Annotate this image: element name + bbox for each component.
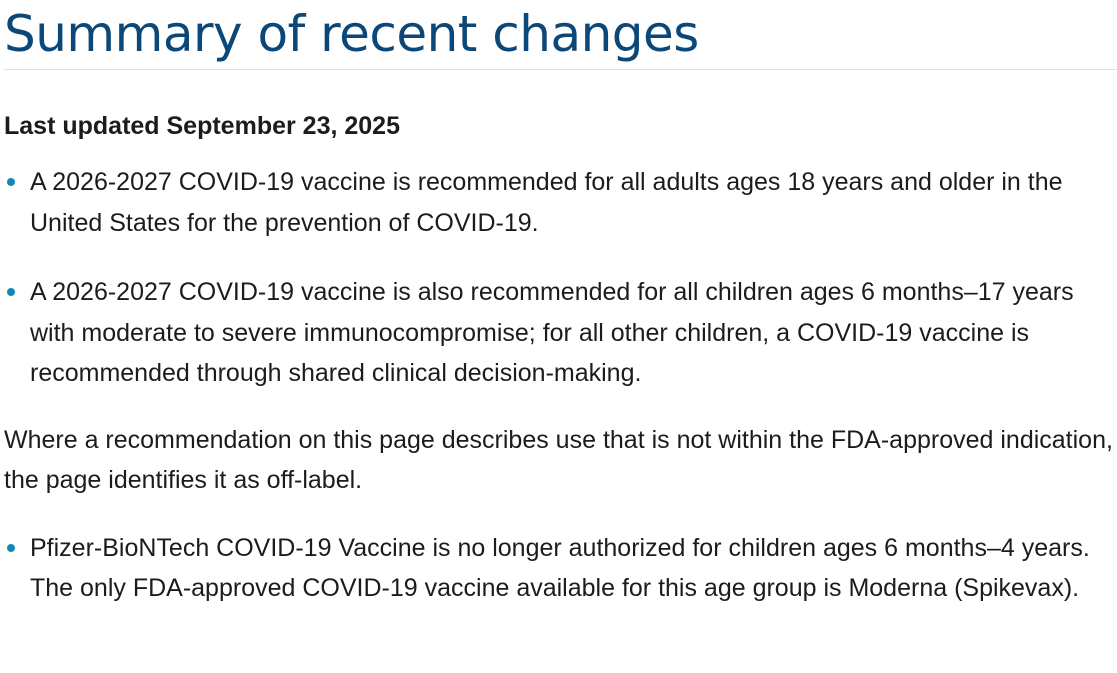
list-item — [4, 528, 1117, 609]
title-divider — [4, 69, 1117, 70]
page-title: Summary of recent changes — [4, 5, 699, 63]
changes-list-primary — [4, 162, 1117, 394]
list-item — [4, 162, 1117, 243]
page-content — [4, 0, 1117, 609]
bullet-dot-icon — [7, 544, 15, 552]
changes-list-secondary — [4, 528, 1117, 609]
list-item — [4, 272, 1117, 394]
bullet-dot-icon — [7, 288, 15, 296]
list-item-text: A 2026-2027 COVID-19 vaccine is recommended for all adults ages 18 years and older in the United States for the prevention of COVID-19. — [30, 168, 1063, 237]
off-label-note: Where a recommendation on this page describes use that is not within the FDA-approved indication, the page identifies it as off-label. — [4, 425, 1113, 494]
list-item-text: Pfizer-BioNTech COVID-19 Vaccine is no longer authorized for children ages 6 months–4 years. The only FDA-approved COVID-19 vaccine available for this age group is Moderna (Spikevax). — [30, 533, 1090, 602]
list-item-text: A 2026-2027 COVID-19 vaccine is also recommended for all children ages 6 months–17 years with moderate to severe immunocompromise; for all other children, a COVID-19 vaccine is recommended through shared clinical decision-making. — [30, 278, 1074, 387]
bullet-dot-icon — [7, 178, 15, 186]
last-updated-text: Last updated September 23, 2025 — [4, 112, 400, 140]
